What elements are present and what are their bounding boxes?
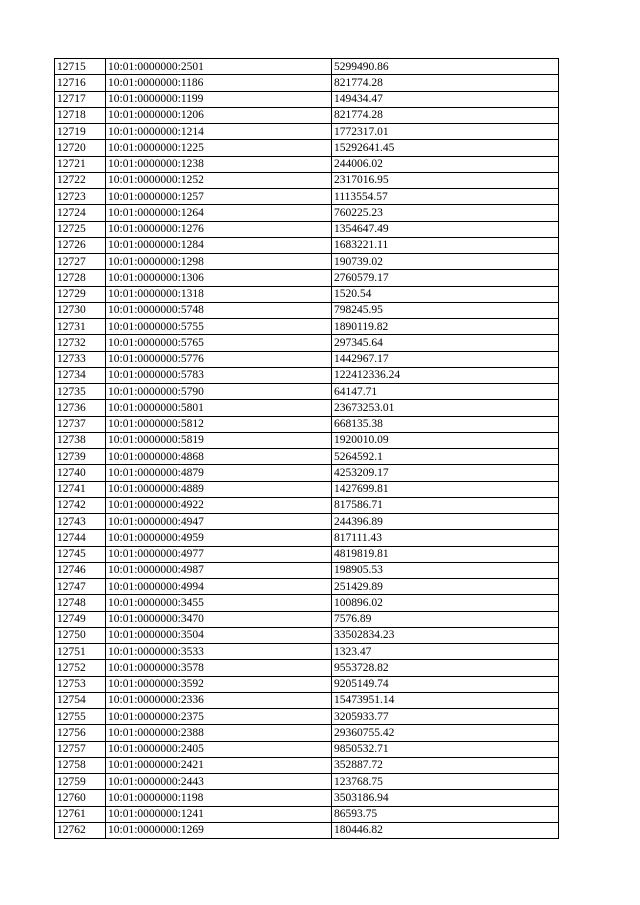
value-cell: 29360755.42: [332, 725, 559, 741]
cadastral-number-cell: 10:01:0000000:5790: [106, 384, 332, 400]
value-cell: 1772317.01: [332, 124, 559, 140]
table-row: [55, 449, 559, 465]
cadastral-number-cell: 10:01:0000000:3533: [106, 644, 332, 660]
row-number-cell: 12759: [55, 774, 106, 790]
value-cell: 9850532.71: [332, 741, 559, 757]
table-row: [55, 774, 559, 790]
row-number-cell: 12715: [55, 59, 106, 75]
table-row: [55, 660, 559, 676]
value-cell: 3503186.94: [332, 790, 559, 806]
cadastral-number-cell: 10:01:0000000:3470: [106, 611, 332, 627]
cadastral-number-cell: 10:01:0000000:1252: [106, 172, 332, 188]
value-cell: 1323.47: [332, 644, 559, 660]
cadastral-number-cell: 10:01:0000000:4879: [106, 465, 332, 481]
row-number-cell: 12752: [55, 660, 106, 676]
value-cell: 1890119.82: [332, 319, 559, 335]
cadastral-number-cell: 10:01:0000000:4987: [106, 562, 332, 578]
cadastral-number-cell: 10:01:0000000:1198: [106, 790, 332, 806]
cadastral-number-cell: 10:01:0000000:1206: [106, 107, 332, 123]
row-number-cell: 12760: [55, 790, 106, 806]
table-row: [55, 725, 559, 741]
table-row: [55, 254, 559, 270]
cadastral-number-cell: 10:01:0000000:1298: [106, 254, 332, 270]
cadastral-number-cell: 10:01:0000000:1269: [106, 822, 332, 838]
table-row: [55, 790, 559, 806]
table-row: [55, 530, 559, 546]
cadastral-number-cell: 10:01:0000000:1306: [106, 270, 332, 286]
table-row: [55, 514, 559, 530]
table-row: [55, 319, 559, 335]
cadastral-number-cell: 10:01:0000000:5765: [106, 335, 332, 351]
table-row: [55, 400, 559, 416]
row-number-cell: 12718: [55, 107, 106, 123]
row-number-cell: 12735: [55, 384, 106, 400]
table-row: [55, 75, 559, 91]
row-number-cell: 12742: [55, 497, 106, 513]
row-number-cell: 12723: [55, 189, 106, 205]
row-number-cell: 12750: [55, 627, 106, 643]
cadastral-number-cell: 10:01:0000000:1199: [106, 91, 332, 107]
table-row: [55, 432, 559, 448]
row-number-cell: 12745: [55, 546, 106, 562]
row-number-cell: 12747: [55, 579, 106, 595]
table-row: [55, 676, 559, 692]
row-number-cell: 12748: [55, 595, 106, 611]
cadastral-number-cell: 10:01:0000000:2501: [106, 59, 332, 75]
table-row: [55, 59, 559, 75]
table-row: [55, 367, 559, 383]
value-cell: 2760579.17: [332, 270, 559, 286]
table-row: [55, 384, 559, 400]
table-row: [55, 822, 559, 838]
value-cell: 821774.28: [332, 107, 559, 123]
row-number-cell: 12724: [55, 205, 106, 221]
value-cell: 64147.71: [332, 384, 559, 400]
value-cell: 15292641.45: [332, 140, 559, 156]
table-row: [55, 189, 559, 205]
cadastral-number-cell: 10:01:0000000:2443: [106, 774, 332, 790]
row-number-cell: 12761: [55, 806, 106, 822]
row-number-cell: 12736: [55, 400, 106, 416]
cadastral-number-cell: 10:01:0000000:1186: [106, 75, 332, 91]
value-cell: 149434.47: [332, 91, 559, 107]
value-cell: 251429.89: [332, 579, 559, 595]
value-cell: 821774.28: [332, 75, 559, 91]
table-row: [55, 221, 559, 237]
table-row: [55, 416, 559, 432]
row-number-cell: 12749: [55, 611, 106, 627]
cadastral-number-cell: 10:01:0000000:5748: [106, 302, 332, 318]
row-number-cell: 12751: [55, 644, 106, 660]
table-row: [55, 481, 559, 497]
table-row: [55, 270, 559, 286]
cadastral-number-cell: 10:01:0000000:1284: [106, 237, 332, 253]
row-number-cell: 12738: [55, 432, 106, 448]
cadastral-number-cell: 10:01:0000000:2421: [106, 757, 332, 773]
value-cell: 9553728.82: [332, 660, 559, 676]
table-row: [55, 237, 559, 253]
cadastral-number-cell: 10:01:0000000:5812: [106, 416, 332, 432]
value-cell: 4819819.81: [332, 546, 559, 562]
row-number-cell: 12725: [55, 221, 106, 237]
table-row: [55, 335, 559, 351]
value-cell: 5299490.86: [332, 59, 559, 75]
value-cell: 9205149.74: [332, 676, 559, 692]
value-cell: 2317016.95: [332, 172, 559, 188]
row-number-cell: 12746: [55, 562, 106, 578]
value-cell: 100896.02: [332, 595, 559, 611]
value-cell: 86593.75: [332, 806, 559, 822]
table-row: [55, 595, 559, 611]
cadastral-number-cell: 10:01:0000000:1225: [106, 140, 332, 156]
table-row: [55, 205, 559, 221]
table-row: [55, 351, 559, 367]
value-cell: 33502834.23: [332, 627, 559, 643]
cadastral-number-cell: 10:01:0000000:4947: [106, 514, 332, 530]
value-cell: 198905.53: [332, 562, 559, 578]
value-cell: 244006.02: [332, 156, 559, 172]
value-cell: 190739.02: [332, 254, 559, 270]
row-number-cell: 12737: [55, 416, 106, 432]
value-cell: 1683221.11: [332, 237, 559, 253]
cadastral-number-cell: 10:01:0000000:1214: [106, 124, 332, 140]
table-row: [55, 107, 559, 123]
row-number-cell: 12721: [55, 156, 106, 172]
value-cell: 798245.95: [332, 302, 559, 318]
row-number-cell: 12719: [55, 124, 106, 140]
cadastral-number-cell: 10:01:0000000:1257: [106, 189, 332, 205]
row-number-cell: 12762: [55, 822, 106, 838]
cadastral-number-cell: 10:01:0000000:3504: [106, 627, 332, 643]
table-row: [55, 741, 559, 757]
cadastral-number-cell: 10:01:0000000:2336: [106, 692, 332, 708]
value-cell: 1427699.81: [332, 481, 559, 497]
data-table: [54, 58, 559, 839]
table-row: [55, 286, 559, 302]
cadastral-number-cell: 10:01:0000000:1264: [106, 205, 332, 221]
cadastral-number-cell: 10:01:0000000:1318: [106, 286, 332, 302]
table-row: [55, 692, 559, 708]
value-cell: 297345.64: [332, 335, 559, 351]
row-number-cell: 12726: [55, 237, 106, 253]
table-row: [55, 124, 559, 140]
value-cell: 3205933.77: [332, 709, 559, 725]
cadastral-number-cell: 10:01:0000000:4959: [106, 530, 332, 546]
cadastral-number-cell: 10:01:0000000:1276: [106, 221, 332, 237]
value-cell: 1354647.49: [332, 221, 559, 237]
row-number-cell: 12744: [55, 530, 106, 546]
row-number-cell: 12753: [55, 676, 106, 692]
table-row: [55, 627, 559, 643]
row-number-cell: 12722: [55, 172, 106, 188]
table-row: [55, 579, 559, 595]
value-cell: 180446.82: [332, 822, 559, 838]
cadastral-number-cell: 10:01:0000000:5755: [106, 319, 332, 335]
value-cell: 122412336.24: [332, 367, 559, 383]
value-cell: 123768.75: [332, 774, 559, 790]
row-number-cell: 12754: [55, 692, 106, 708]
table-row: [55, 546, 559, 562]
value-cell: 760225.23: [332, 205, 559, 221]
table-row: [55, 91, 559, 107]
cadastral-number-cell: 10:01:0000000:3592: [106, 676, 332, 692]
value-cell: 4253209.17: [332, 465, 559, 481]
row-number-cell: 12731: [55, 319, 106, 335]
table-body: [55, 59, 559, 839]
value-cell: 817586.71: [332, 497, 559, 513]
table-row: [55, 302, 559, 318]
table-row: [55, 465, 559, 481]
row-number-cell: 12756: [55, 725, 106, 741]
value-cell: 15473951.14: [332, 692, 559, 708]
cadastral-number-cell: 10:01:0000000:1241: [106, 806, 332, 822]
cadastral-number-cell: 10:01:0000000:4977: [106, 546, 332, 562]
cadastral-number-cell: 10:01:0000000:3578: [106, 660, 332, 676]
value-cell: 5264592.1: [332, 449, 559, 465]
row-number-cell: 12734: [55, 367, 106, 383]
row-number-cell: 12741: [55, 481, 106, 497]
row-number-cell: 12728: [55, 270, 106, 286]
table-row: [55, 172, 559, 188]
row-number-cell: 12717: [55, 91, 106, 107]
table-row: [55, 562, 559, 578]
row-number-cell: 12733: [55, 351, 106, 367]
table-row: [55, 806, 559, 822]
table-row: [55, 156, 559, 172]
value-cell: 1920010.09: [332, 432, 559, 448]
value-cell: 668135.38: [332, 416, 559, 432]
value-cell: 1113554.57: [332, 189, 559, 205]
row-number-cell: 12758: [55, 757, 106, 773]
cadastral-number-cell: 10:01:0000000:4922: [106, 497, 332, 513]
cadastral-number-cell: 10:01:0000000:4994: [106, 579, 332, 595]
value-cell: 1442967.17: [332, 351, 559, 367]
cadastral-number-cell: 10:01:0000000:5801: [106, 400, 332, 416]
table-row: [55, 709, 559, 725]
cadastral-number-cell: 10:01:0000000:2388: [106, 725, 332, 741]
table-row: [55, 497, 559, 513]
table-row: [55, 611, 559, 627]
row-number-cell: 12729: [55, 286, 106, 302]
cadastral-number-cell: 10:01:0000000:2405: [106, 741, 332, 757]
row-number-cell: 12732: [55, 335, 106, 351]
cadastral-number-cell: 10:01:0000000:1238: [106, 156, 332, 172]
row-number-cell: 12720: [55, 140, 106, 156]
value-cell: 244396.89: [332, 514, 559, 530]
value-cell: 23673253.01: [332, 400, 559, 416]
row-number-cell: 12743: [55, 514, 106, 530]
table-row: [55, 140, 559, 156]
row-number-cell: 12727: [55, 254, 106, 270]
value-cell: 352887.72: [332, 757, 559, 773]
row-number-cell: 12739: [55, 449, 106, 465]
table-row: [55, 644, 559, 660]
row-number-cell: 12730: [55, 302, 106, 318]
value-cell: 817111.43: [332, 530, 559, 546]
cadastral-number-cell: 10:01:0000000:5776: [106, 351, 332, 367]
cadastral-number-cell: 10:01:0000000:3455: [106, 595, 332, 611]
cadastral-number-cell: 10:01:0000000:2375: [106, 709, 332, 725]
row-number-cell: 12755: [55, 709, 106, 725]
value-cell: 7576.89: [332, 611, 559, 627]
row-number-cell: 12716: [55, 75, 106, 91]
row-number-cell: 12740: [55, 465, 106, 481]
table-row: [55, 757, 559, 773]
row-number-cell: 12757: [55, 741, 106, 757]
cadastral-number-cell: 10:01:0000000:5783: [106, 367, 332, 383]
value-cell: 1520.54: [332, 286, 559, 302]
cadastral-number-cell: 10:01:0000000:4889: [106, 481, 332, 497]
cadastral-number-cell: 10:01:0000000:5819: [106, 432, 332, 448]
cadastral-number-cell: 10:01:0000000:4868: [106, 449, 332, 465]
